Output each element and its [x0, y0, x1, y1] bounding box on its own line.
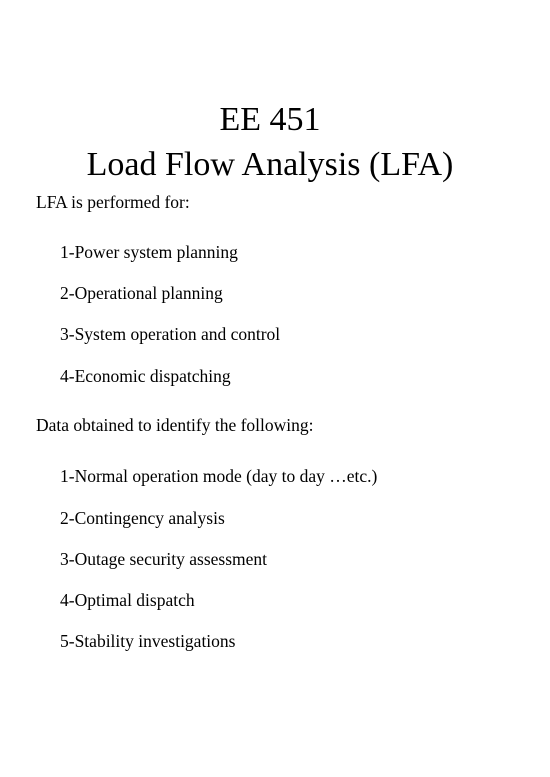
list-item: 3-Outage security assessment: [60, 549, 268, 569]
list-item: 1-Power system planning: [60, 242, 238, 262]
list-item: 4-Optimal dispatch: [60, 590, 195, 610]
section-heading-data-obtained: Data obtained to identify the following:: [36, 415, 314, 435]
list-item: 2-Operational planning: [60, 283, 223, 303]
list-item: 5-Stability investigations: [60, 631, 236, 651]
list-item: 2-Contingency analysis: [60, 508, 225, 528]
section-heading-lfa-purposes: LFA is performed for:: [36, 192, 190, 212]
list-item: 3-System operation and control: [60, 324, 281, 344]
course-title: EE 451: [219, 101, 321, 138]
page-title: Load Flow Analysis (LFA): [86, 146, 454, 183]
list-item: 1-Normal operation mode (day to day …etc.): [60, 466, 378, 486]
list-item: 4-Economic dispatching: [60, 366, 231, 386]
